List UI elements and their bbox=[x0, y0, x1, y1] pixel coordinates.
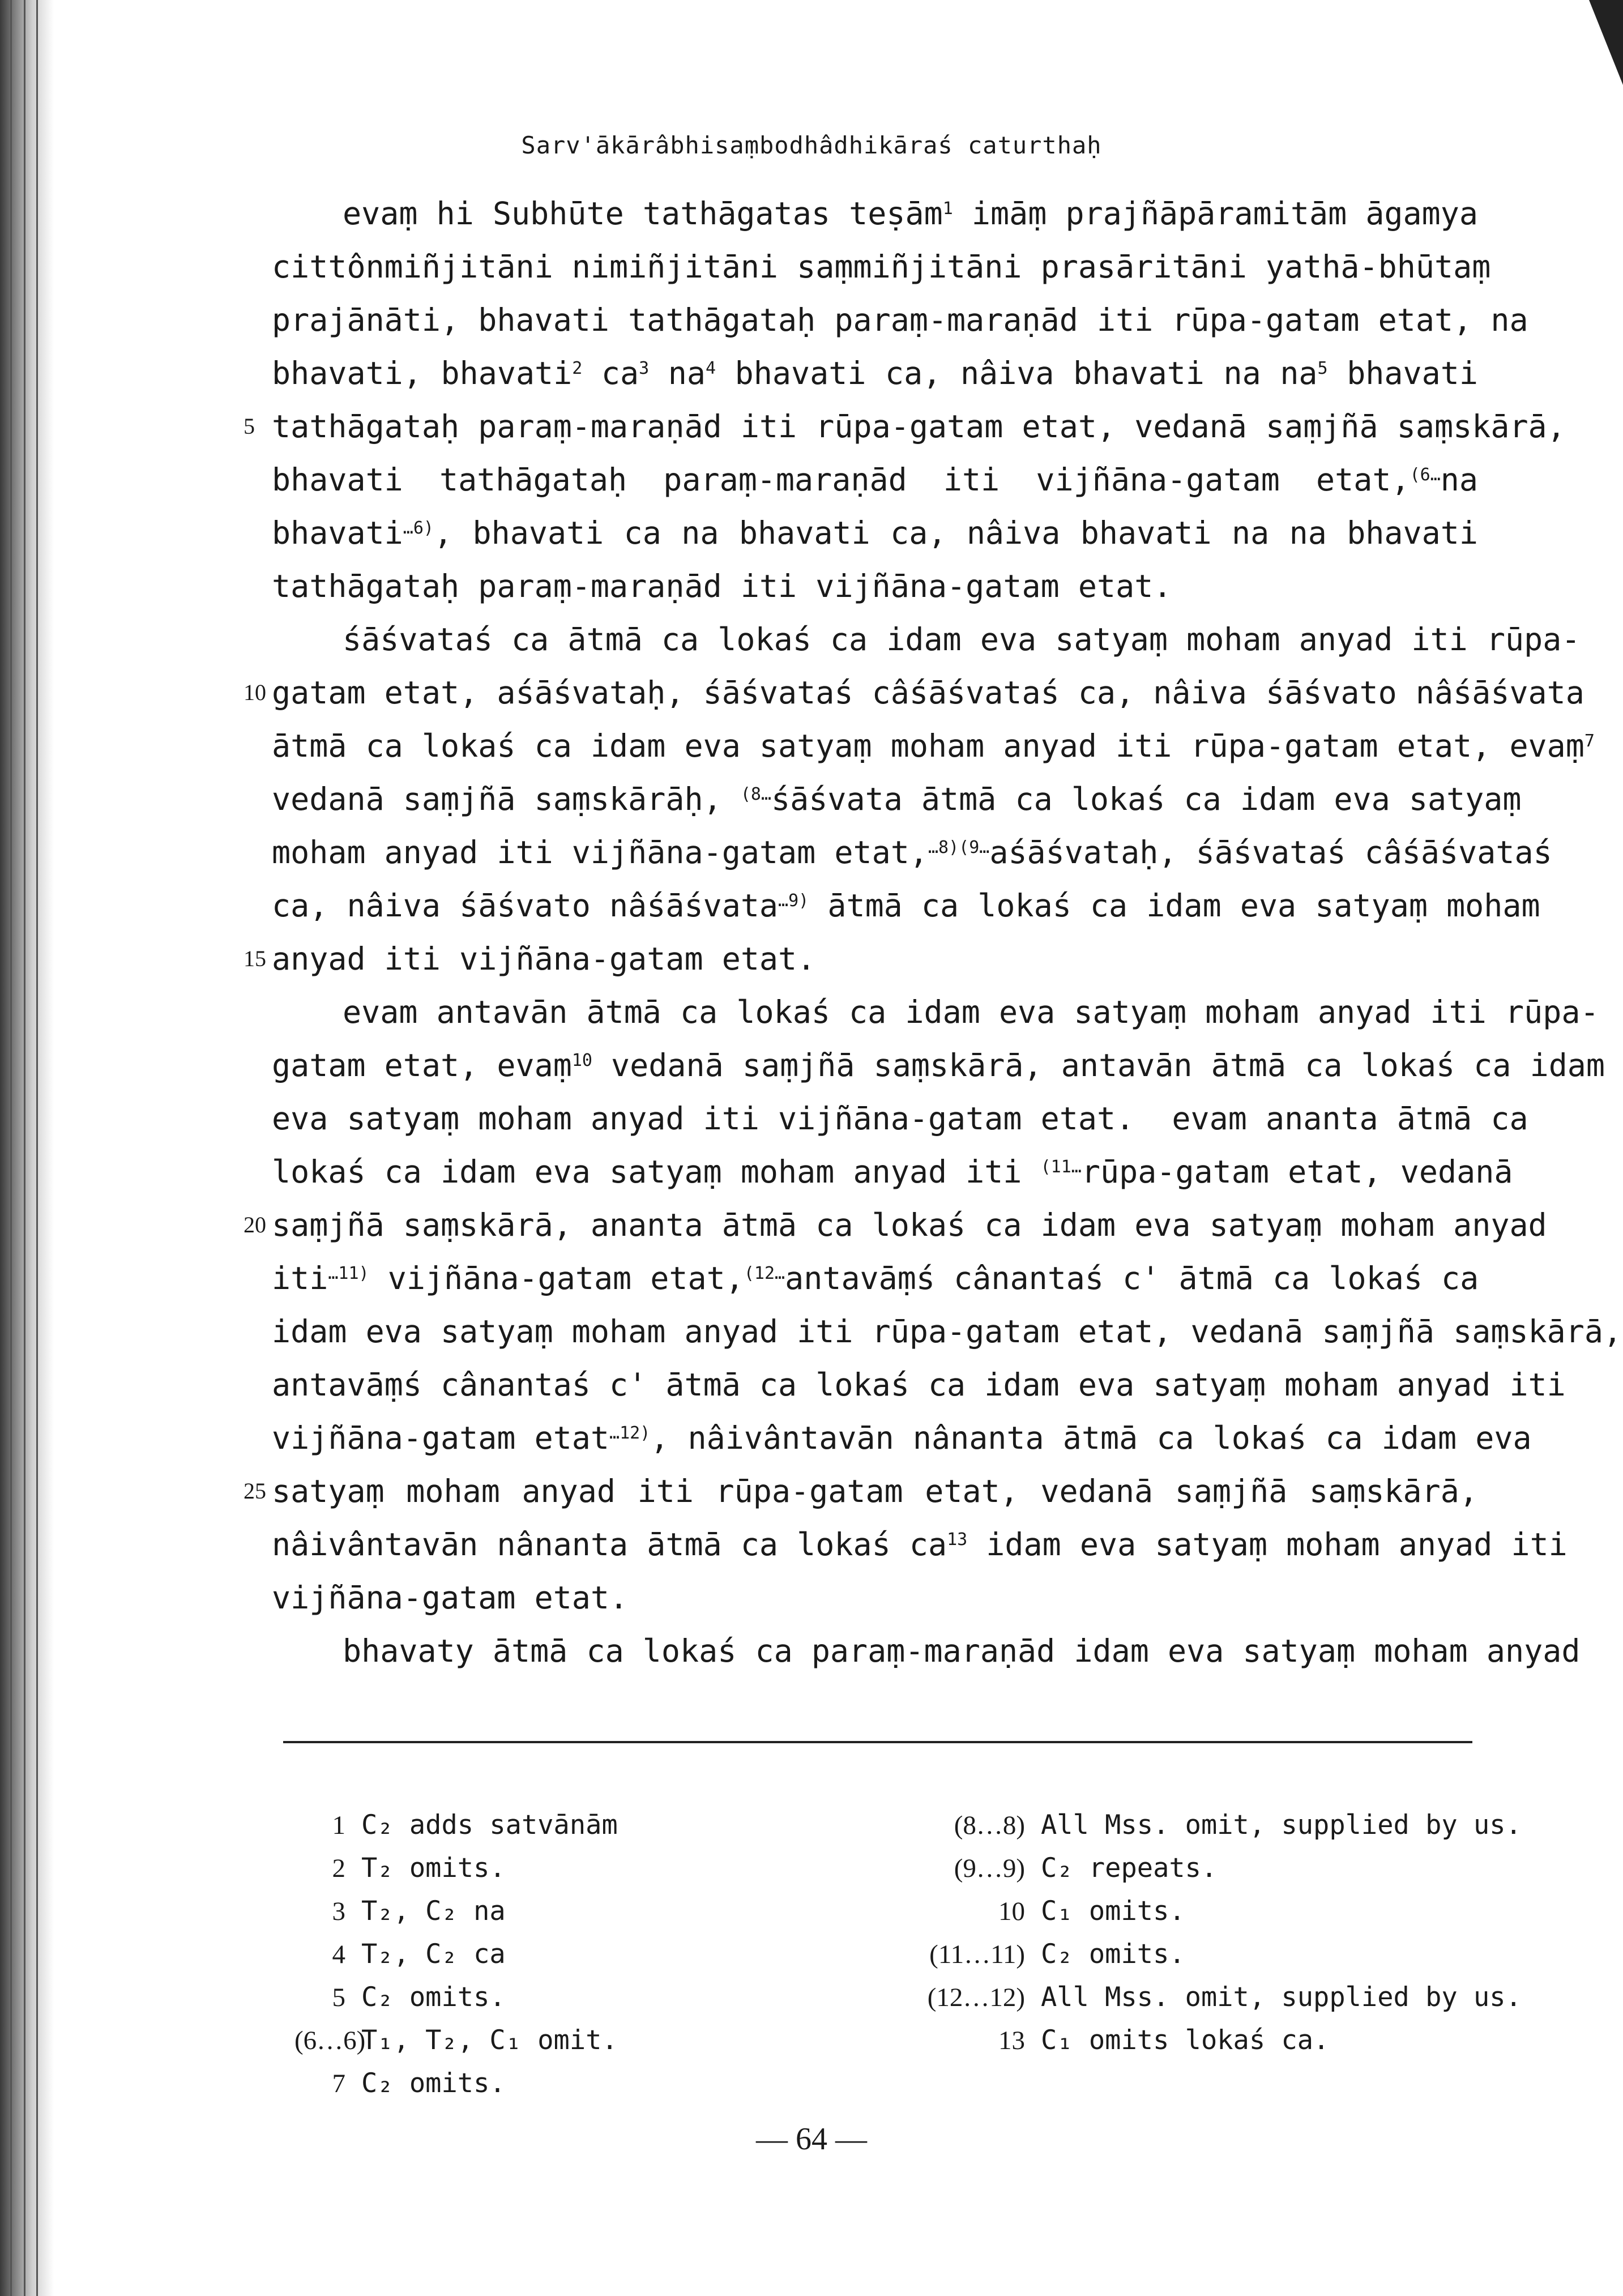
text-line bbox=[244, 1198, 1547, 1252]
text-segment: na bbox=[649, 355, 706, 391]
footnote bbox=[889, 1847, 1522, 1890]
text-segment: gatam etat, evaṃ bbox=[272, 1047, 572, 1083]
footnote-rule bbox=[283, 1741, 1472, 1743]
line-number: 20 bbox=[244, 1212, 266, 1237]
text-line bbox=[272, 1039, 1605, 1092]
footnote-number: 1 bbox=[332, 1811, 345, 1840]
text-segment: nâivântavān nânanta ātmā ca lokaś ca bbox=[272, 1526, 947, 1563]
text-segment: bhavati bbox=[272, 515, 403, 551]
text-line bbox=[272, 1145, 1513, 1198]
text-line bbox=[272, 879, 1540, 932]
text-line bbox=[272, 1624, 1581, 1678]
footnote-number: 13 bbox=[998, 2026, 1025, 2055]
text-line bbox=[272, 613, 1581, 666]
page-corner-mark bbox=[1589, 0, 1623, 85]
text-segment: saṃjñā saṃskārā, ananta ātmā ca lokaś ca idam eva satyaṃ moham anyad bbox=[272, 1207, 1547, 1243]
footnote-ref: (9… bbox=[959, 838, 990, 857]
line-number: 10 bbox=[244, 680, 266, 705]
text-line bbox=[272, 1571, 1478, 1624]
text-segment: evam antavān ātmā ca lokaś ca idam eva satyaṃ moham anyad iti rūpa- bbox=[343, 994, 1599, 1030]
footnotes-right bbox=[889, 1804, 1522, 2062]
text-line bbox=[272, 560, 1478, 613]
text-segment: antavāṃś cânantaś c' ātmā ca lokaś ca idam eva satyaṃ moham anyad iti bbox=[272, 1367, 1566, 1403]
line-number: 25 bbox=[244, 1478, 266, 1504]
text-segment: rūpa-gatam etat, vedanā bbox=[1081, 1154, 1513, 1190]
footnote-number: 4 bbox=[332, 1940, 345, 1969]
footnote-ref: 3 bbox=[639, 359, 650, 378]
text-segment: śāśvata ātmā ca lokaś ca idam eva satyaṃ bbox=[771, 781, 1522, 817]
text-line bbox=[272, 1518, 1568, 1571]
footnote-ref: (12… bbox=[744, 1264, 785, 1283]
main-text bbox=[244, 187, 1622, 1678]
footnote-ref: 13 bbox=[947, 1530, 968, 1550]
footnotes-left bbox=[294, 1804, 618, 2105]
text-segment: vijñāna-gatam etat. bbox=[272, 1580, 629, 1616]
text-segment: iti bbox=[272, 1260, 328, 1296]
text-line bbox=[272, 773, 1522, 826]
text-line bbox=[272, 985, 1599, 1039]
text-segment: bhavaty ātmā ca lokaś ca paraṃ-maraṇād idam eva satyaṃ moham anyad bbox=[343, 1633, 1581, 1669]
footnote-number: (11…11) bbox=[929, 1940, 1025, 1969]
text-segment: , nâivântavān nânanta ātmā ca lokaś ca idam eva bbox=[650, 1420, 1532, 1456]
text-segment: anyad iti vijñāna-gatam etat. bbox=[272, 941, 816, 977]
text-line bbox=[272, 1411, 1532, 1465]
footnote-number: 5 bbox=[332, 1983, 345, 2012]
text-line bbox=[244, 932, 1478, 985]
footnote-ref: …9) bbox=[778, 891, 809, 911]
text-line bbox=[272, 1092, 1528, 1145]
footnote-number: (8…8) bbox=[954, 1811, 1025, 1840]
footnote-ref: …6) bbox=[403, 518, 434, 538]
text-line bbox=[244, 666, 1584, 719]
text-line bbox=[244, 400, 1566, 453]
binding-line bbox=[24, 0, 25, 2296]
text-line bbox=[272, 453, 1478, 506]
footnote-ref: 1 bbox=[942, 199, 953, 219]
text-line bbox=[272, 187, 1478, 240]
footnote-text: C₁ omits lokaś ca. bbox=[1041, 2025, 1330, 2056]
text-segment: vedanā saṃjñā saṃskārāḥ, bbox=[272, 781, 741, 817]
footnote bbox=[294, 1847, 618, 1890]
footnote-text: C₂ adds satvānām bbox=[361, 1810, 618, 1841]
text-segment: ātmā ca lokaś ca idam eva satyaṃ moham anyad iti rūpa-gatam etat, evaṃ bbox=[272, 728, 1584, 764]
text-segment: vijñāna-gatam etat, bbox=[369, 1260, 744, 1296]
text-line bbox=[244, 1465, 1478, 1518]
footnote-ref: …11) bbox=[328, 1264, 369, 1283]
footnote bbox=[294, 1933, 618, 1976]
text-line bbox=[272, 719, 1595, 773]
text-segment: moham anyad iti vijñāna-gatam etat, bbox=[272, 834, 928, 870]
footnote-text: All Mss. omit, supplied by us. bbox=[1041, 1810, 1522, 1841]
text-segment: na bbox=[1440, 462, 1478, 498]
text-segment: eva satyaṃ moham anyad iti vijñāna-gatam etat. evam ananta ātmā ca bbox=[272, 1100, 1528, 1137]
text-segment: bhavati tathāgataḥ paraṃ-maraṇād iti vijñāna-gatam etat, bbox=[272, 462, 1410, 498]
footnote bbox=[294, 1976, 618, 2019]
text-segment: idam eva satyaṃ moham anyad iti rūpa-gatam etat, vedanā saṃjñā saṃskārā, bbox=[272, 1313, 1622, 1350]
footnote-text: C₁ omits. bbox=[1041, 1896, 1185, 1927]
text-segment: ca bbox=[582, 355, 639, 391]
footnote bbox=[889, 2019, 1522, 2062]
running-head: Sarv'ākārâbhisaṃbodhâdhikāraś caturthaḥ bbox=[521, 131, 1102, 159]
footnote-number: (12…12) bbox=[927, 1983, 1025, 2012]
text-line bbox=[272, 1252, 1478, 1305]
text-segment: gatam etat, aśāśvataḥ, śāśvataś câśāśvataś ca, nâiva śāśvato nâśāśvata bbox=[272, 675, 1584, 711]
text-line bbox=[272, 347, 1478, 400]
text-segment: antavāṃś cânantaś c' ātmā ca lokaś ca bbox=[785, 1260, 1479, 1296]
footnote-number: 7 bbox=[332, 2069, 345, 2098]
text-line bbox=[272, 826, 1552, 879]
footnote-ref: …12) bbox=[609, 1423, 651, 1443]
footnote bbox=[294, 2062, 618, 2105]
text-segment: , bhavati ca na bhavati ca, nâiva bhavati na na bhavati bbox=[433, 515, 1478, 551]
text-line bbox=[272, 506, 1478, 560]
footnote-number: (9…9) bbox=[954, 1854, 1025, 1883]
footnote-text: C₂ omits. bbox=[361, 1982, 506, 2013]
footnote bbox=[294, 1890, 618, 1933]
footnote-number: (6…6) bbox=[294, 2026, 366, 2055]
text-segment: aśāśvataḥ, śāśvataś câśāśvataś bbox=[989, 834, 1552, 870]
footnote bbox=[889, 1890, 1522, 1933]
text-segment: śāśvataś ca ātmā ca lokaś ca idam eva satyaṃ moham anyad iti rūpa- bbox=[343, 621, 1581, 658]
footnote-ref: (6… bbox=[1410, 465, 1441, 485]
footnote-text: C₂ omits. bbox=[361, 2068, 506, 2099]
footnote bbox=[294, 1804, 618, 1847]
text-segment: prajānāti, bhavati tathāgataḥ paraṃ-maraṇād iti rūpa-gatam etat, na bbox=[272, 302, 1528, 338]
text-segment: tathāgataḥ paraṃ-maraṇād iti rūpa-gatam etat, vedanā saṃjñā saṃskārā, bbox=[272, 408, 1566, 445]
footnote-number: 2 bbox=[332, 1854, 345, 1883]
text-line bbox=[272, 293, 1528, 347]
footnote-text: T₂, C₂ ca bbox=[361, 1939, 506, 1970]
binding-line bbox=[36, 0, 38, 2296]
footnote-text: All Mss. omit, supplied by us. bbox=[1041, 1982, 1522, 2013]
line-number: 5 bbox=[244, 413, 255, 439]
text-line bbox=[272, 1305, 1622, 1358]
text-segment: vedanā saṃjñā saṃskārā, antavān ātmā ca lokaś ca idam bbox=[592, 1047, 1605, 1083]
text-segment: tathāgataḥ paraṃ-maraṇād iti vijñāna-gatam etat. bbox=[272, 568, 1172, 604]
text-segment: bhavati bbox=[1327, 355, 1478, 391]
footnote-text: T₂ omits. bbox=[361, 1853, 506, 1884]
footnote bbox=[294, 2019, 618, 2062]
footnote-ref: 10 bbox=[571, 1051, 592, 1070]
text-segment: lokaś ca idam eva satyaṃ moham anyad iti bbox=[272, 1154, 1041, 1190]
text-segment: ātmā ca lokaś ca idam eva satyaṃ moham bbox=[809, 887, 1540, 924]
text-segment: vijñāna-gatam etat bbox=[272, 1420, 610, 1456]
binding-shadow bbox=[0, 0, 54, 2296]
text-segment: bhavati, bhavati bbox=[272, 355, 573, 391]
text-line bbox=[272, 1358, 1566, 1411]
footnote-text: C₂ repeats. bbox=[1041, 1853, 1218, 1884]
line-number: 15 bbox=[244, 946, 266, 971]
footnote bbox=[889, 1933, 1522, 1976]
footnote-ref: …8) bbox=[928, 838, 959, 857]
footnote-text: T₁, T₂, C₁ omit. bbox=[361, 2025, 618, 2056]
footnote-ref: 4 bbox=[706, 359, 716, 378]
footnote-text: T₂, C₂ na bbox=[361, 1896, 506, 1927]
footnote-ref: (11… bbox=[1040, 1157, 1082, 1177]
text-segment: evaṃ hi Subhūte tathāgatas teṣām bbox=[343, 195, 943, 232]
binding-line bbox=[10, 0, 12, 2296]
text-segment: imāṃ prajñāpāramitām āgamya bbox=[953, 195, 1478, 232]
text-segment: ca, nâiva śāśvato nâśāśvata bbox=[272, 887, 779, 924]
footnote bbox=[889, 1976, 1522, 2019]
text-segment: satyaṃ moham anyad iti rūpa-gatam etat, vedanā saṃjñā saṃskārā, bbox=[272, 1473, 1478, 1509]
text-line bbox=[272, 240, 1491, 293]
text-segment: bhavati ca, nâiva bhavati na na bbox=[716, 355, 1318, 391]
footnote-ref: 5 bbox=[1317, 359, 1328, 378]
footnote-text: C₂ omits. bbox=[1041, 1939, 1185, 1970]
text-segment: cittônmiñjitāni nimiñjitāni saṃmiñjitāni prasāritāni yathā-bhūtaṃ bbox=[272, 249, 1491, 285]
text-segment: idam eva satyaṃ moham anyad iti bbox=[967, 1526, 1568, 1563]
footnote-ref: (8… bbox=[740, 784, 772, 804]
page-number: — 64 — bbox=[756, 2122, 867, 2157]
footnote-ref: 2 bbox=[572, 359, 583, 378]
footnote-number: 10 bbox=[998, 1897, 1025, 1926]
footnote bbox=[889, 1804, 1522, 1847]
footnote-number: 3 bbox=[332, 1897, 345, 1926]
footnote-ref: 7 bbox=[1584, 731, 1595, 751]
